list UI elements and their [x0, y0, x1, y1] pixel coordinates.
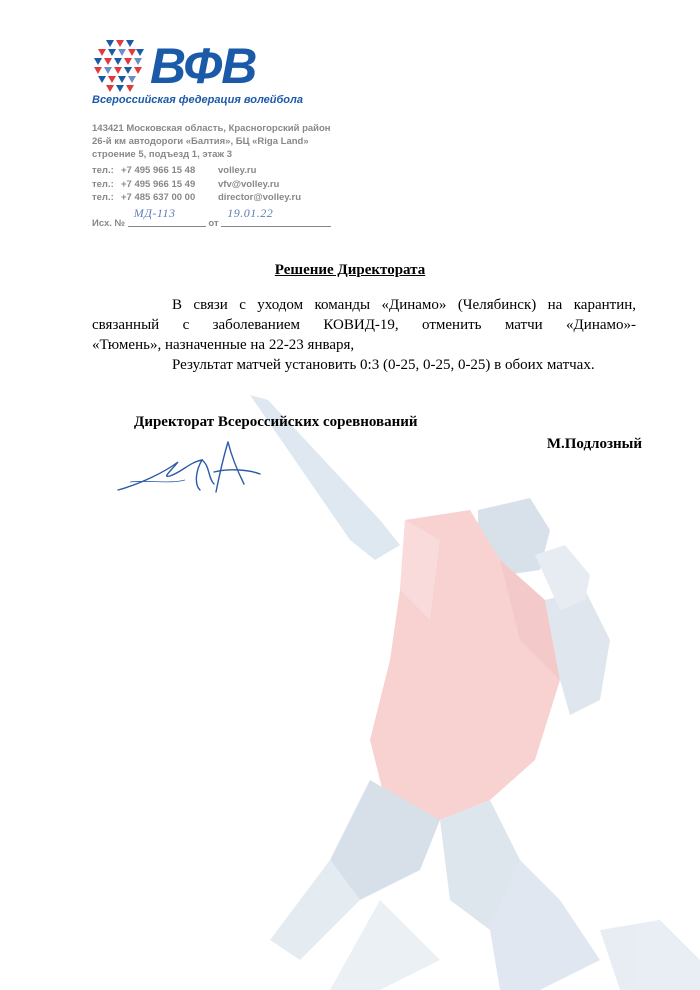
contact-row [92, 191, 301, 205]
organization-name: Всероссийская федерация волейбола [92, 94, 303, 106]
contact-row [92, 164, 301, 178]
contact-web: volley.ru [218, 165, 257, 176]
phone-label: тел.: [92, 165, 114, 176]
address-line: 143421 Московская область, Красногорский район [92, 123, 331, 134]
decision-line: В связи с уходом команды «Динамо» (Челябинск) на карантин, [172, 297, 636, 313]
contact-row [92, 178, 301, 192]
ref-number-field [128, 206, 206, 227]
phone-number: +7 495 966 15 49 [121, 178, 196, 190]
address-line: 26-й км автодороги «Балтия», БЦ «Riga Land» [92, 136, 309, 147]
logo-wordmark: ВФВ [150, 38, 257, 94]
decision-text [92, 295, 636, 375]
signer-name: М.Подлозный [546, 436, 642, 452]
ref-date-label: от [208, 218, 219, 229]
vfv-logo [92, 38, 303, 106]
contact-email: vfv@volley.ru [218, 178, 280, 190]
phone-label: тел.: [92, 192, 114, 203]
address-block [92, 122, 331, 161]
address-line: строение 5, подъезд 1, этаж 3 [92, 149, 233, 160]
ref-number-handwritten: МД-113 [133, 206, 176, 220]
phone-number: +7 485 637 00 00 [121, 192, 196, 203]
contact-email: director@volley.ru [218, 192, 301, 203]
handwritten-signature [110, 432, 270, 502]
contacts-block [92, 164, 301, 205]
ref-date-handwritten: 19.01.22 [227, 206, 274, 220]
outgoing-reference-line [92, 206, 331, 229]
decision-line: «Тюмень», назначенные на 22-23 января, [92, 337, 355, 353]
ref-number-label: Исх. № [92, 218, 126, 229]
decision-line: связанный с заболеванием КОВИД-19, отменить матчи «Динамо»- [92, 317, 636, 333]
document-title: Решение Директората [274, 262, 426, 278]
ref-date-field [221, 206, 331, 227]
vfv-emblem-icon [92, 38, 146, 94]
decision-line: Результат матчей установить 0:3 (0-25, 0-25, 0-25) в обоих матчах. [172, 357, 595, 373]
phone-label: тел.: [92, 178, 114, 190]
department-name: Директорат Всероссийских соревнований [134, 414, 418, 430]
phone-number: +7 495 966 15 48 [121, 165, 196, 176]
